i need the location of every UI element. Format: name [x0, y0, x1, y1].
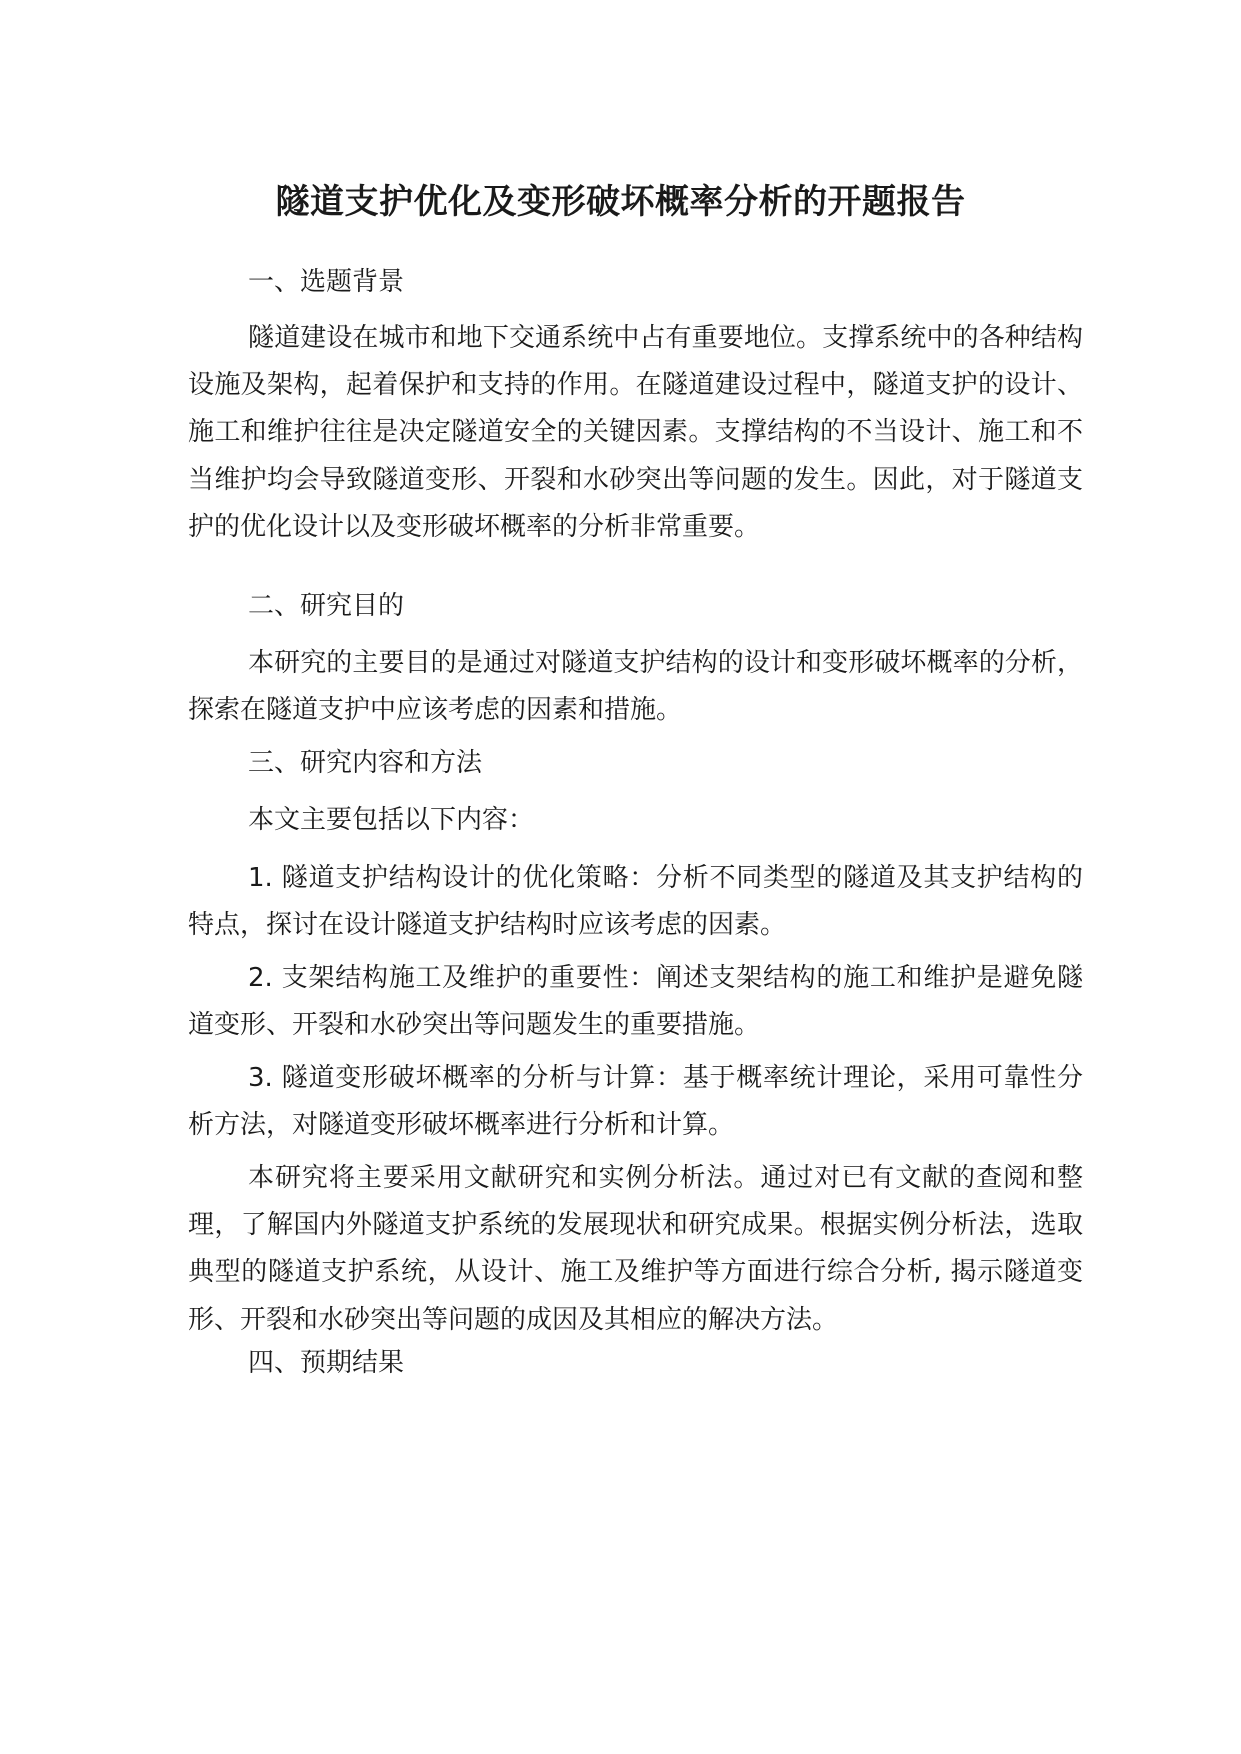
section-heading-purpose: 二、研究目的 — [248, 591, 405, 621]
section-heading-expected-results: 四、预期结果 — [248, 1348, 405, 1378]
document-title: 隧道支护优化及变形破坏概率分析的开题报告 — [275, 182, 966, 222]
list-item-3: 3. 隧道变形破坏概率的分析与计算：基于概率统计理论，采用可靠性分析方法，对隧道变形破坏概率进行分析和计算。 — [188, 1063, 1083, 1141]
paragraph-background: 隧道建设在城市和地下交通系统中占有重要地位。支撑系统中的各种结构设施及架构，起着保护和支持的作用。在隧道建设过程中，隧道支护的设计、施工和维护往往是决定隧道安全的关键因素。支撑结构的不当设计、施工和不当维护均会导致隧道变形、开裂和水砂突出等问题的发生。因此，对于隧道支护的优化设计以及变形破坏概率的分析非常重要。 — [188, 323, 1083, 542]
list-item-1: 1. 隧道支护结构设计的优化策略：分析不同类型的隧道及其支护结构的特点，探讨在设计隧道支护结构时应该考虑的因素。 — [188, 863, 1083, 941]
paragraph-methods: 本研究将主要采用文献研究和实例分析法。通过对已有文献的查阅和整理，了解国内外隧道支护系统的发展现状和研究成果。根据实例分析法，选取典型的隧道支护系统，从设计、施工及维护等方面进行综合分析, 揭示隧道变形、开裂和水砂突出等问题的成因及其相应的解决方法。 — [188, 1163, 1083, 1335]
section-heading-content-methods: 三、研究内容和方法 — [248, 748, 483, 778]
paragraph-content-intro: 本文主要包括以下内容： — [248, 805, 535, 835]
section-heading-background: 一、选题背景 — [248, 267, 405, 297]
paragraph-purpose: 本研究的主要目的是通过对隧道支护结构的设计和变形破坏概率的分析，探索在隧道支护中应该考虑的因素和措施。 — [188, 648, 1083, 726]
list-item-2: 2. 支架结构施工及维护的重要性：阐述支架结构的施工和维护是避免隧道变形、开裂和水砂突出等问题发生的重要措施。 — [188, 963, 1083, 1041]
